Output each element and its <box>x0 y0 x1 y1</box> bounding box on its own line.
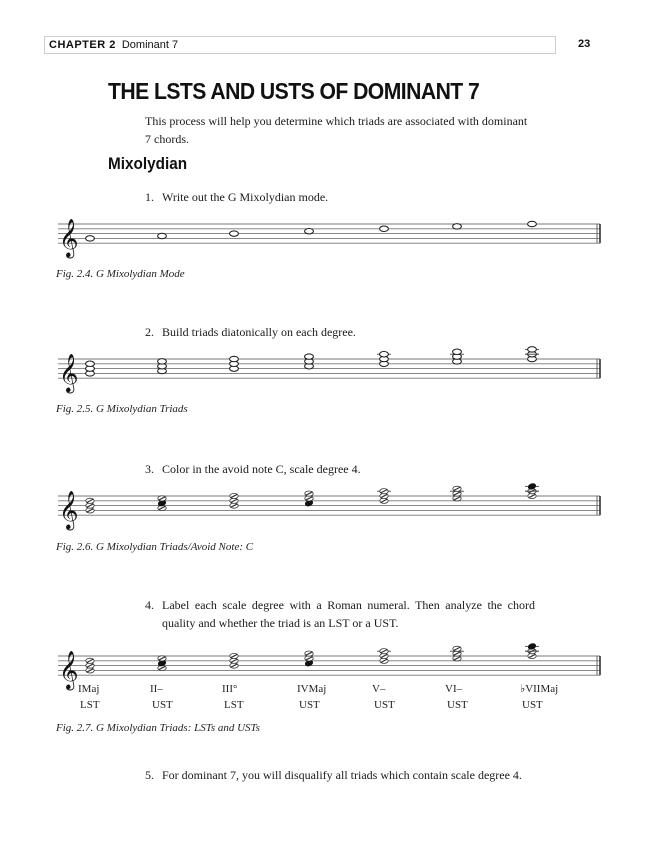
chapter-label: CHAPTER 2 <box>49 39 116 51</box>
treble-clef-icon: 𝄞 <box>59 490 79 530</box>
note-head <box>453 349 462 354</box>
note-head <box>380 226 389 231</box>
figure-caption: Fig. 2.6. G Mixolydian Triads/Avoid Note: C <box>56 541 254 553</box>
triad-type-label: LST <box>224 699 244 712</box>
note-head <box>305 491 313 496</box>
intro-paragraph: This process will help you determine which triads are associated with dominant 7 chords. <box>145 114 528 146</box>
note-head <box>380 649 388 654</box>
roman-numeral-label: V– <box>372 683 386 696</box>
figure-caption: Fig. 2.5. G Mixolydian Triads <box>56 403 188 415</box>
chord <box>450 486 464 501</box>
triad-type-label: LST <box>80 699 100 712</box>
figure-2-6-staff <box>0 472 648 542</box>
triad-type-label: UST <box>374 699 395 712</box>
note-head <box>158 496 166 501</box>
step-text: Color in the avoid note C, scale degree 4. <box>162 462 361 476</box>
chord <box>157 656 167 671</box>
note-head <box>158 233 167 238</box>
step-text: For dominant 7, you will disqualify all triads which contain scale degree 4. <box>162 768 522 782</box>
note-head <box>230 653 238 658</box>
running-header <box>44 36 556 54</box>
note-head <box>528 221 537 226</box>
note-head <box>86 236 95 241</box>
chord <box>450 646 464 661</box>
note-head <box>453 646 461 651</box>
step-number: 2. <box>145 325 154 339</box>
chord <box>86 658 94 673</box>
page-title: THE LSTS AND USTS OF DOMINANT 7 <box>108 78 480 104</box>
roman-numeral-label: IVMaj <box>297 683 327 696</box>
treble-clef-icon: 𝄞 <box>59 650 79 690</box>
chord <box>304 491 314 507</box>
note-head <box>230 231 239 236</box>
note-head <box>158 656 166 661</box>
chord <box>230 356 239 371</box>
chord <box>305 354 314 369</box>
note-head <box>380 489 388 494</box>
note-head <box>453 486 461 491</box>
triad-type-label: UST <box>522 699 543 712</box>
note-head <box>305 228 314 233</box>
roman-numeral-label: ♭VIIMaj <box>520 683 559 696</box>
note-head <box>305 354 314 359</box>
chord <box>86 361 95 376</box>
chord <box>304 651 314 667</box>
roman-numeral-label: VI– <box>445 683 463 696</box>
note-head <box>230 493 238 498</box>
note-head <box>158 359 167 364</box>
chord <box>377 351 391 366</box>
chord <box>86 498 94 513</box>
section-heading: Mixolydian <box>108 154 188 173</box>
note-head <box>86 361 95 366</box>
step-text: Build triads diatonically on each degree. <box>162 325 356 339</box>
step-text: Write out the G Mixolydian mode. <box>162 190 329 204</box>
step-4 <box>145 596 535 632</box>
triad-type-label: UST <box>299 699 320 712</box>
chord <box>230 493 238 508</box>
triad-type-label: UST <box>152 699 173 712</box>
treble-clef-icon: 𝄞 <box>59 353 79 393</box>
chord <box>157 496 167 511</box>
step-5 <box>145 766 565 784</box>
treble-clef-icon: 𝄞 <box>59 218 79 258</box>
chord <box>230 653 238 668</box>
triad-type-label: UST <box>447 699 468 712</box>
figure-2-7-staff <box>0 632 648 712</box>
note-head <box>528 347 537 352</box>
step-number: 1. <box>145 190 154 204</box>
step-number: 5. <box>145 768 154 782</box>
chord <box>450 349 464 364</box>
step-number: 3. <box>145 462 154 476</box>
roman-numeral-label: II– <box>150 683 163 696</box>
chord <box>158 359 167 374</box>
figure-2-5-staff <box>0 335 648 405</box>
note-head <box>86 658 94 663</box>
chapter-title: Dominant 7 <box>121 39 179 51</box>
step-text: Label each scale degree with a Roman numeral. Then analyze the chord quality and whether the triad is an LST or a UST. <box>162 598 535 630</box>
note-head <box>230 356 239 361</box>
step-number: 4. <box>145 598 154 612</box>
figure-caption: Fig. 2.4. G Mixolydian Mode <box>56 268 185 280</box>
note-head <box>86 498 94 503</box>
roman-numeral-label: III° <box>222 683 238 696</box>
note-head <box>380 351 389 356</box>
page-number: 23 <box>578 38 591 50</box>
note-head <box>453 224 462 229</box>
roman-numeral-label: IMaj <box>78 683 100 696</box>
note-head <box>305 651 313 656</box>
figure-caption: Fig. 2.7. G Mixolydian Triads: LSTs and USTs <box>56 722 260 734</box>
figure-2-4-staff <box>0 200 648 270</box>
chord <box>525 347 539 362</box>
